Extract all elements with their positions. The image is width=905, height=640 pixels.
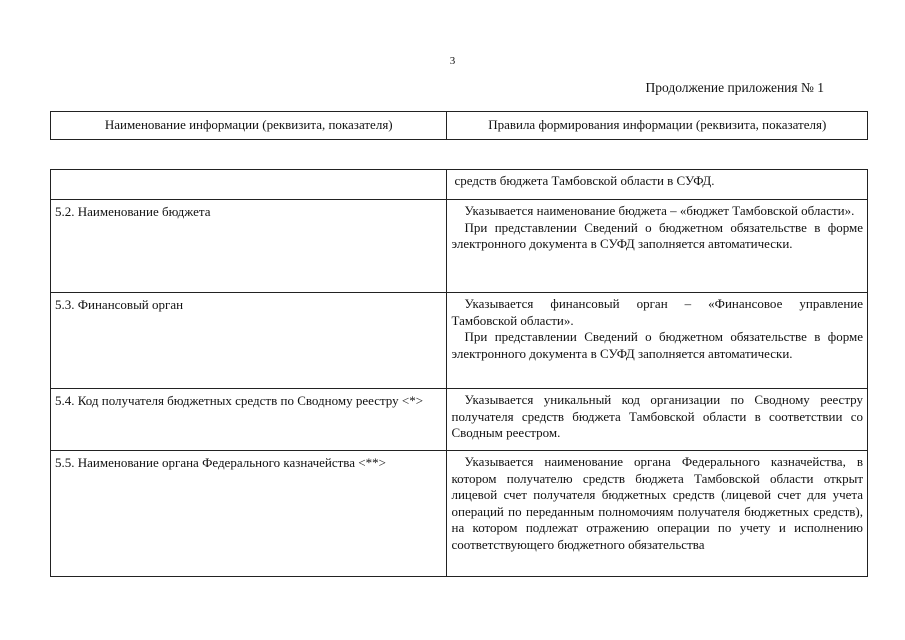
table-header xyxy=(50,111,868,140)
appendix-note: Продолжение приложения № 1 xyxy=(645,80,824,95)
table-row xyxy=(51,170,868,200)
row-name: 5.2. Наименование бюджета xyxy=(51,200,447,293)
rule-paragraph: При представлении Сведений о бюджетном обязательстве в форме электронного документа в СУФД заполняется автоматически. xyxy=(451,219,863,251)
requisites-table xyxy=(50,169,868,577)
table-row xyxy=(51,293,868,389)
header-row xyxy=(51,112,868,140)
header-col-rules: Правила формирования информации (реквизита, показателя) xyxy=(447,112,868,140)
page-number: 3 xyxy=(449,55,456,67)
rule-paragraph: Указывается уникальный код организации по Сводному реестру получателя средств бюджета Тамбовской области в соответствии со Сводным реестром. xyxy=(451,392,863,440)
row-name: 5.4. Код получателя бюджетных средств по Сводному реестру <*> xyxy=(51,389,447,451)
header-col-name: Наименование информации (реквизита, показателя) xyxy=(51,112,447,140)
row-name xyxy=(51,170,447,200)
row-rules xyxy=(447,293,868,389)
table-row xyxy=(51,200,868,293)
rule-paragraph: Указывается наименование бюджета – «бюджет Тамбовской области». xyxy=(464,203,855,218)
row-name: 5.5. Наименование органа Федерального казначейства <**> xyxy=(51,451,447,577)
row-rules xyxy=(447,200,868,293)
rule-paragraph: При представлении Сведений о бюджетном обязательстве в форме электронного документа в СУФД заполняется автоматически. xyxy=(451,329,863,361)
rule-paragraph: Указывается наименование органа Федерального казначейства, в котором получателю средств бюджета Тамбовской области открыт лицевой счет получателя бюджетных средств (лицевой счет для учета операций по переданным полномочиям получателя бюджетных средств), на котором подлежат отражению операции по учету и исполнению соответствующего бюджетного обязательства xyxy=(451,454,863,552)
row-rules xyxy=(447,389,868,451)
row-rules xyxy=(447,170,868,200)
table-row xyxy=(51,389,868,451)
rule-paragraph: Указывается финансовый орган – «Финансовое управление Тамбовской области». xyxy=(451,296,863,328)
table-row xyxy=(51,451,868,577)
row-rules xyxy=(447,451,868,577)
row-name: 5.3. Финансовый орган xyxy=(51,293,447,389)
rule-paragraph: средств бюджета Тамбовской области в СУФД. xyxy=(454,173,715,188)
